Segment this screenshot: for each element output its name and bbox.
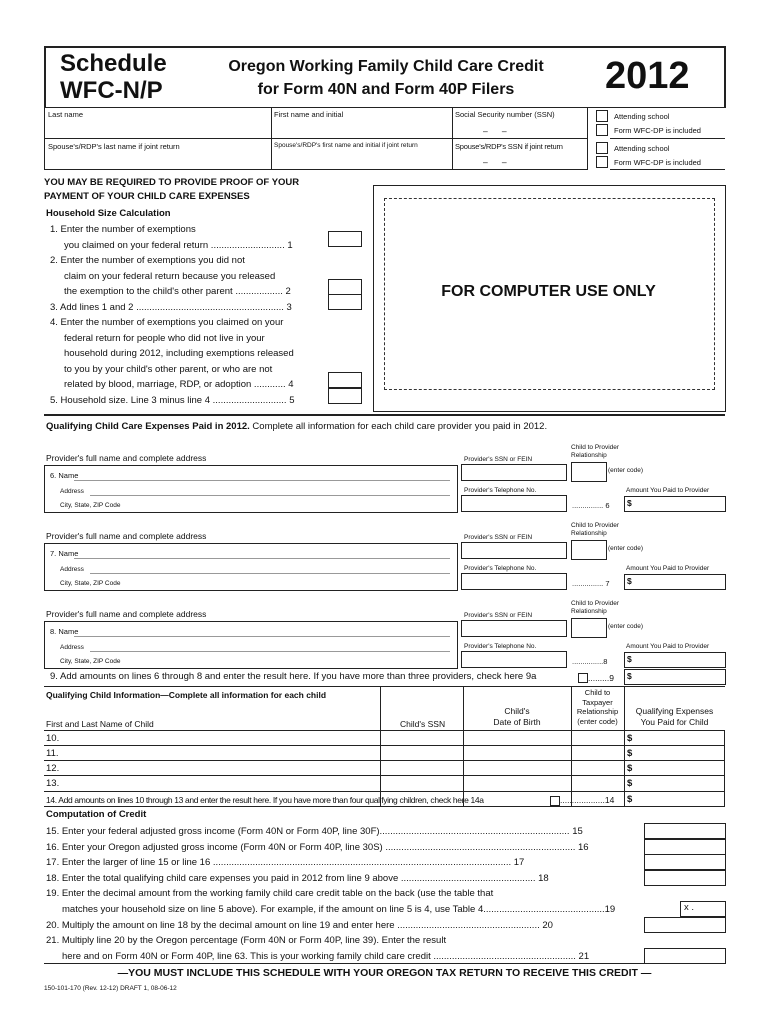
provider-7-rel-input[interactable] (571, 540, 607, 560)
provider-6-label: Provider's full name and complete address (46, 453, 207, 463)
provider-7-ssn-input[interactable] (461, 542, 567, 559)
provider-6-ssn-input[interactable] (461, 464, 567, 481)
provider-8-rel-label: Child to Provider Relationship (571, 600, 620, 615)
provider-6-amount-input[interactable] (624, 496, 726, 512)
provider-6-city-field[interactable]: City, State, ZIP Code (60, 502, 121, 509)
col-child-dob: Child's Date of Birth (493, 706, 541, 727)
provider-7-amount-input[interactable] (624, 574, 726, 590)
provider-6-phone-input[interactable] (461, 495, 567, 512)
provider-8-phone-label: Provider's Telephone No. (464, 643, 537, 650)
provider-8-enter-code: (enter code) (608, 623, 644, 630)
provider-7-city-field[interactable]: City, State, ZIP Code (60, 580, 121, 587)
spouse-ssn-field[interactable]: Spouse's/RDP's SSN if joint return (455, 142, 563, 151)
line-19-decimal: x . (684, 902, 695, 913)
line-14a-checkbox[interactable] (550, 796, 560, 806)
attending-school-checkbox-2[interactable] (596, 142, 608, 154)
col-child-rel: Child to Taxpayer Relationship (enter code) (576, 688, 619, 726)
dollar-sign: $ (627, 671, 632, 681)
must-include-notice: —YOU MUST INCLUDE THIS SCHEDULE WITH YOUR OREGON TAX RETURN TO RECEIVE THIS CREDIT — (117, 967, 652, 979)
provider-6-name-field[interactable]: 6. Name (50, 471, 79, 480)
provider-8-lineref: ...............8 (572, 657, 608, 666)
dollar-sign: $ (627, 794, 633, 805)
dollar-sign: $ (627, 654, 632, 664)
computer-use-label: FOR COMPUTER USE ONLY (441, 283, 656, 300)
attending-school-checkbox-1[interactable] (596, 110, 608, 122)
provider-6-enter-code: (enter code) (608, 467, 644, 474)
line-20-input[interactable] (644, 917, 726, 933)
dollar-sign: $ (627, 778, 633, 789)
provider-6-phone-label: Provider's Telephone No. (464, 487, 537, 494)
line-9-amount-input[interactable] (624, 669, 726, 685)
first-name-field[interactable]: First name and initial (274, 110, 344, 119)
schedule-title: Schedule WFC-N/P (60, 50, 167, 104)
proof-warning: YOU MAY BE REQUIRED TO PROVIDE PROOF OF YOUR PAYMENT OF YOUR CHILD CARE EXPENSES (44, 177, 300, 202)
line-9-text: 9. Add amounts on lines 6 through 8 and enter the result here. If you have more than three providers, check here 9a (50, 671, 537, 682)
spouse-last-name-field[interactable]: Spouse's/RDP's last name if joint return (48, 142, 180, 151)
provider-7-phone-label: Provider's Telephone No. (464, 565, 537, 572)
provider-6-address-field[interactable]: Address (60, 488, 84, 495)
spouse-first-name-field[interactable]: Spouse's/RDP's first name and initial if joint return (274, 142, 418, 149)
provider-8-phone-input[interactable] (461, 651, 567, 668)
line-14-ref: ...................14 (560, 795, 615, 805)
child-row-12[interactable]: 12. (46, 763, 60, 774)
col-child-ssn: Child's SSN (400, 719, 446, 729)
ssn-field[interactable]: Social Security number (SSN) (455, 110, 555, 119)
wfc-dp-label-2: Form WFC-DP is included (614, 158, 701, 167)
provider-7-ssn-label: Provider's SSN or FEIN (464, 534, 533, 541)
attending-school-label-1: Attending school (614, 112, 670, 121)
dollar-sign: $ (627, 748, 633, 759)
line-16-input[interactable] (644, 839, 726, 855)
provider-8-city-field[interactable]: City, State, ZIP Code (60, 658, 121, 665)
dollar-sign: $ (627, 498, 632, 508)
wfc-dp-label-1: Form WFC-DP is included (614, 126, 701, 135)
line-21-input[interactable] (644, 948, 726, 964)
provider-8-name-field[interactable]: 8. Name (50, 627, 79, 636)
provider-6-rel-label: Child to Provider Relationship (571, 444, 620, 459)
provider-6-ssn-label: Provider's SSN or FEIN (464, 456, 533, 463)
col-qual-expenses: Qualifying Expenses You Paid for Child (635, 706, 714, 727)
provider-6-amount-label: Amount You Paid to Provider (626, 487, 710, 494)
computation-lines: 15. Enter your federal adjusted gross income (Form 40N or Form 40P, line 30F)........................................................................ 15 16. Enter your Oregon adjusted gross income (Form 40N or Form 40P, line 30S) ........................................................................ 16 17. Enter the larger of line 15 or line 16 ................................................................................................................. 17 18. Enter the total qualifying child care expenses you paid in 2012 from line 9 above ................................................... 18 19. Enter the decimal amount from the working family child care credit table on the back (use the table that matches your household size on line 5 above). For example, if the amount on line 5 is 4, use Table 4..............................................19 20. Multiply the amount on line 18 by the decimal amount on line 19 and enter here ...................................................... 20 21. Multiply line 20 by the Oregon percentage (Form 40N or Form 40P, line 39). Enter the result here and on Form 40N or Form 40P, line 63. This is your working family child care credit ...................................................... 21 (46, 826, 616, 962)
provider-7-name-field[interactable]: 7. Name (50, 549, 79, 558)
child-row-10[interactable]: 10. (46, 733, 60, 744)
provider-8-ssn-label: Provider's SSN or FEIN (464, 612, 533, 619)
provider-7-phone-input[interactable] (461, 573, 567, 590)
provider-8-amount-input[interactable] (624, 652, 726, 668)
provider-6-rel-input[interactable] (571, 462, 607, 482)
provider-6-lineref: ............... 6 (572, 501, 610, 510)
provider-7-lineref: ............... 7 (572, 579, 610, 588)
line-18-input[interactable] (644, 870, 726, 886)
provider-8-address-field[interactable]: Address (60, 644, 84, 651)
tax-year: 2012 (605, 55, 690, 97)
household-lines: 1. Enter the number of exemptions you claimed on your federal return ............................ 1 2. Enter the number of exemptions you did not claim on your federal return because you released the exemption to the child's other parent .................. 2 3. Add lines 1 and 2 ........................................................ 3 4. Enter the number of exemptions you claimed on your federal return for people who did not live in your household during 2012, including exemptions released to you by your child's other parent, or who are not related by blood, marriage, RDP, or adoption ............ 4 5. Household size. Line 3 minus line 4 ............................ 5 (50, 224, 295, 406)
dollar-sign: $ (627, 576, 632, 586)
computation-heading: Computation of Credit (46, 809, 147, 820)
provider-8-label: Provider's full name and complete address (46, 609, 207, 619)
wfc-dp-checkbox-1[interactable] (596, 124, 608, 136)
provider-7-amount-label: Amount You Paid to Provider (626, 565, 710, 572)
last-name-field[interactable]: Last name (48, 110, 84, 119)
line-15-input[interactable] (644, 823, 726, 839)
line-14-text: 14. Add amounts on lines 10 through 13 and enter the result here. If you have more than four qualifying children, check here 14a (46, 795, 484, 805)
provider-7-label: Provider's full name and complete address (46, 531, 207, 541)
dollar-sign: $ (627, 733, 633, 744)
provider-7-rel-label: Child to Provider Relationship (571, 522, 620, 537)
line-5-input[interactable] (328, 388, 362, 404)
form-title: Oregon Working Family Child Care Credit for Form 40N and Form 40P Filers (228, 58, 544, 98)
form-number: 150-101-170 (Rev. 12-12) DRAFT 1, 08-06-12 (44, 985, 177, 992)
line-9-ref: .........9 (588, 673, 614, 683)
line-17-input[interactable] (644, 854, 726, 870)
col-child-name: First and Last Name of Child (46, 719, 154, 729)
line-2-input[interactable] (328, 279, 362, 295)
household-heading: Household Size Calculation (46, 208, 171, 219)
wfc-dp-checkbox-2[interactable] (596, 156, 608, 168)
child-row-11[interactable]: 11. (46, 748, 59, 759)
ssn-dashes: – – (483, 126, 507, 136)
provider-8-ssn-input[interactable] (461, 620, 567, 637)
line-1-input[interactable] (328, 231, 362, 247)
provider-7-enter-code: (enter code) (608, 545, 644, 552)
attending-school-label-2: Attending school (614, 144, 670, 153)
children-heading: Qualifying Child Information—Complete all information for each child (46, 690, 327, 700)
line-9a-checkbox[interactable] (578, 673, 588, 683)
provider-7-address-field[interactable]: Address (60, 566, 84, 573)
spouse-ssn-dashes: – – (483, 157, 507, 167)
child-row-13[interactable]: 13. (46, 778, 60, 789)
dollar-sign: $ (627, 763, 633, 774)
expenses-heading: Qualifying Child Care Expenses Paid in 2012. Complete all information for each child care provider you paid in 2012. (46, 421, 548, 432)
provider-8-rel-input[interactable] (571, 618, 607, 638)
provider-8-amount-label: Amount You Paid to Provider (626, 643, 710, 650)
line-3-input[interactable] (328, 294, 362, 310)
line-4-input[interactable] (328, 372, 362, 388)
